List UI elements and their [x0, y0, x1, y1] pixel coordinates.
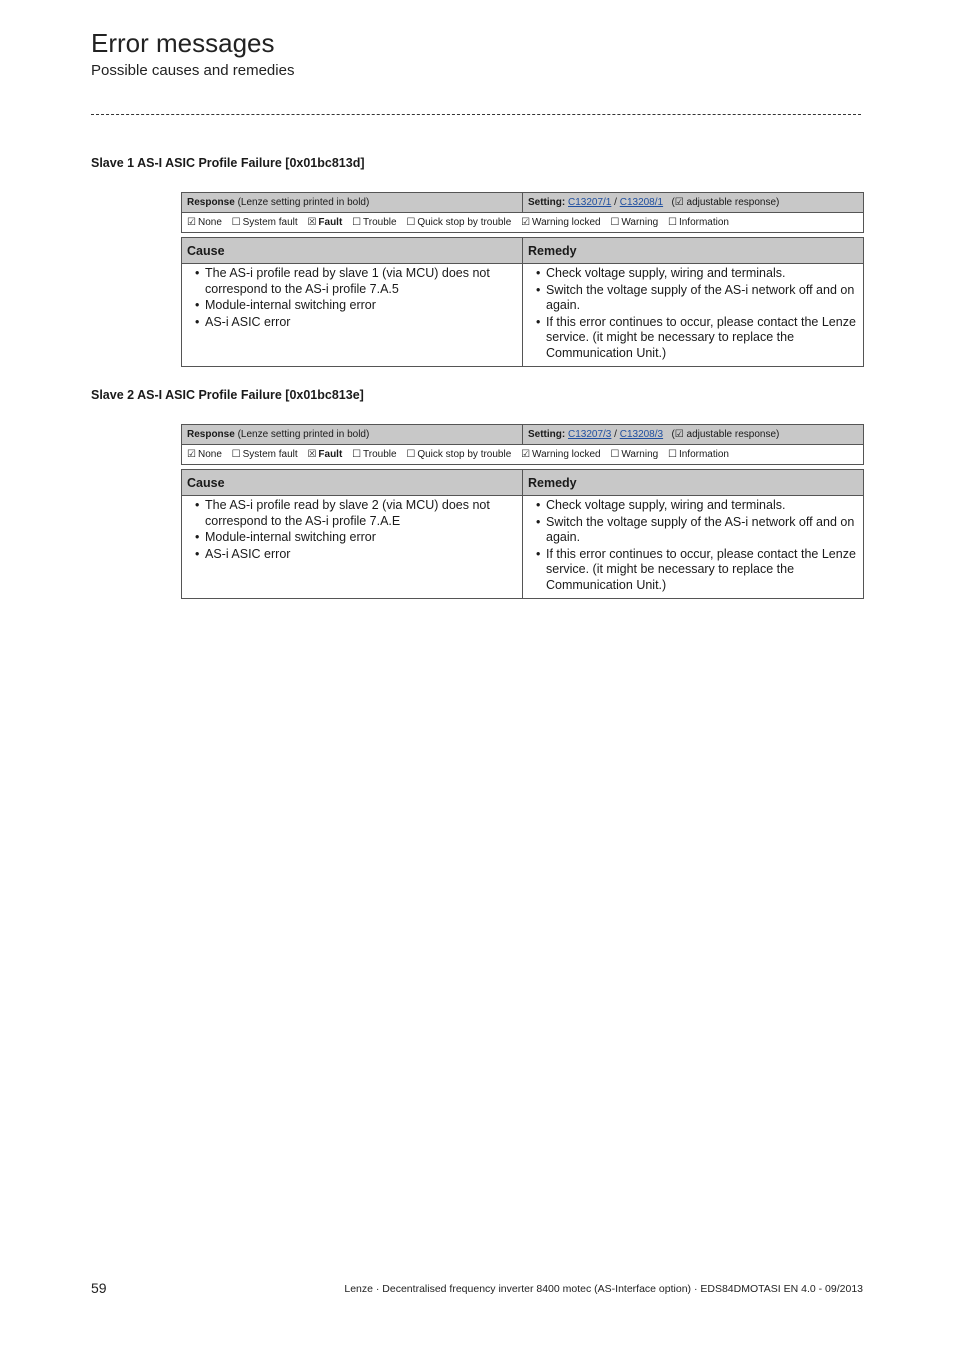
setting-link-c13208[interactable]: C13208/1: [619, 197, 664, 208]
response-options: [182, 213, 864, 233]
option-warning-locked: ☑ Warning locked: [521, 217, 601, 228]
crossed-box-icon: ☒: [307, 449, 317, 460]
option-warning: ☐ Warning: [610, 449, 659, 460]
page-number: 59: [91, 1280, 107, 1296]
checked-box-icon: ☑: [187, 449, 196, 460]
option-information: ☐ Information: [668, 217, 729, 228]
cause-cell: [182, 496, 523, 599]
cause-header: Cause: [182, 470, 523, 496]
setting-link-c13207[interactable]: C13207/1: [568, 197, 612, 208]
list-item: • Module-internal switching error: [195, 298, 517, 314]
page-subtitle: Possible causes and remedies: [91, 62, 295, 79]
list-item: • Module-internal switching error: [195, 530, 517, 546]
option-system-fault: ☐ System fault: [231, 449, 298, 460]
response-header: Response (Lenze setting printed in bold): [182, 193, 523, 213]
option-information: ☐ Information: [668, 449, 729, 460]
list-item: • Check voltage supply, wiring and terminals.: [536, 266, 858, 282]
error-block: [181, 424, 864, 599]
unchecked-box-icon: ☐: [610, 449, 620, 460]
remedy-cell: [523, 264, 864, 367]
crossed-box-icon: ☒: [307, 217, 317, 228]
option-trouble: ☐ Trouble: [352, 449, 397, 460]
unchecked-box-icon: ☐: [352, 449, 362, 460]
list-item: • AS-i ASIC error: [195, 315, 517, 331]
unchecked-box-icon: ☐: [668, 449, 677, 460]
option-fault: ☒ Fault: [307, 449, 343, 460]
unchecked-box-icon: ☐: [610, 217, 620, 228]
list-item: • If this error continues to occur, please contact the Lenze service. (it might be necessary to replace the Communication Unit.): [536, 547, 858, 594]
unchecked-box-icon: ☐: [668, 217, 677, 228]
error-block: [181, 192, 864, 367]
unchecked-box-icon: ☐: [406, 449, 416, 460]
unchecked-box-icon: ☐: [231, 449, 241, 460]
unchecked-box-icon: ☐: [352, 217, 362, 228]
cause-cell: [182, 264, 523, 367]
footer-text: Lenze · Decentralised frequency inverter 8400 motec (AS-Interface option) · EDS84DMOTASI EN 4.0 - 09/2013: [344, 1283, 863, 1295]
list-item: • The AS-i profile read by slave 1 (via MCU) does not correspond to the AS-i profile 7.A.5: [195, 266, 517, 297]
remedy-cell: [523, 496, 864, 599]
checked-box-icon: ☑: [521, 217, 531, 228]
list-item: • Switch the voltage supply of the AS-i network off and on again.: [536, 515, 858, 546]
remedy-header: Remedy: [523, 238, 864, 264]
section-heading: Slave 1 AS-I ASIC Profile Failure [0x01bc813d]: [91, 156, 365, 170]
response-table: [181, 424, 864, 465]
unchecked-box-icon: ☐: [231, 217, 241, 228]
option-quick-stop: ☐ Quick stop by trouble: [406, 217, 512, 228]
list-item: • Check voltage supply, wiring and terminals.: [536, 498, 858, 514]
list-item: • The AS-i profile read by slave 2 (via MCU) does not correspond to the AS-i profile 7.A.E: [195, 498, 517, 529]
setting-link-c13208[interactable]: C13208/3: [619, 429, 664, 440]
option-warning: ☐ Warning: [610, 217, 659, 228]
unchecked-box-icon: ☐: [406, 217, 416, 228]
option-none: ☑ None: [187, 217, 222, 228]
response-options: [182, 445, 864, 465]
page-title: Error messages: [91, 28, 275, 58]
list-item: • Switch the voltage supply of the AS-i network off and on again.: [536, 283, 858, 314]
checked-box-icon: ☑: [521, 449, 531, 460]
setting-link-c13207[interactable]: C13207/3: [568, 429, 612, 440]
option-none: ☑ None: [187, 449, 222, 460]
section-heading: Slave 2 AS-I ASIC Profile Failure [0x01bc813e]: [91, 388, 364, 402]
option-system-fault: ☐ System fault: [231, 217, 298, 228]
setting-header: Setting: C13207/1 / C13208/1 (☑ adjustable response): [523, 193, 864, 213]
checked-box-icon: ☑: [187, 217, 196, 228]
setting-header: Setting: C13207/3 / C13208/3 (☑ adjustable response): [523, 425, 864, 445]
list-item: • AS-i ASIC error: [195, 547, 517, 563]
option-trouble: ☐ Trouble: [352, 217, 397, 228]
response-header: Response (Lenze setting printed in bold): [182, 425, 523, 445]
header-divider: [91, 114, 861, 115]
cause-header: Cause: [182, 238, 523, 264]
option-warning-locked: ☑ Warning locked: [521, 449, 601, 460]
response-table: [181, 192, 864, 233]
remedy-header: Remedy: [523, 470, 864, 496]
option-fault: ☒ Fault: [307, 217, 343, 228]
list-item: • If this error continues to occur, please contact the Lenze service. (it might be necessary to replace the Communication Unit.): [536, 315, 858, 362]
option-quick-stop: ☐ Quick stop by trouble: [406, 449, 512, 460]
cause-remedy-table: [181, 237, 864, 367]
cause-remedy-table: [181, 469, 864, 599]
